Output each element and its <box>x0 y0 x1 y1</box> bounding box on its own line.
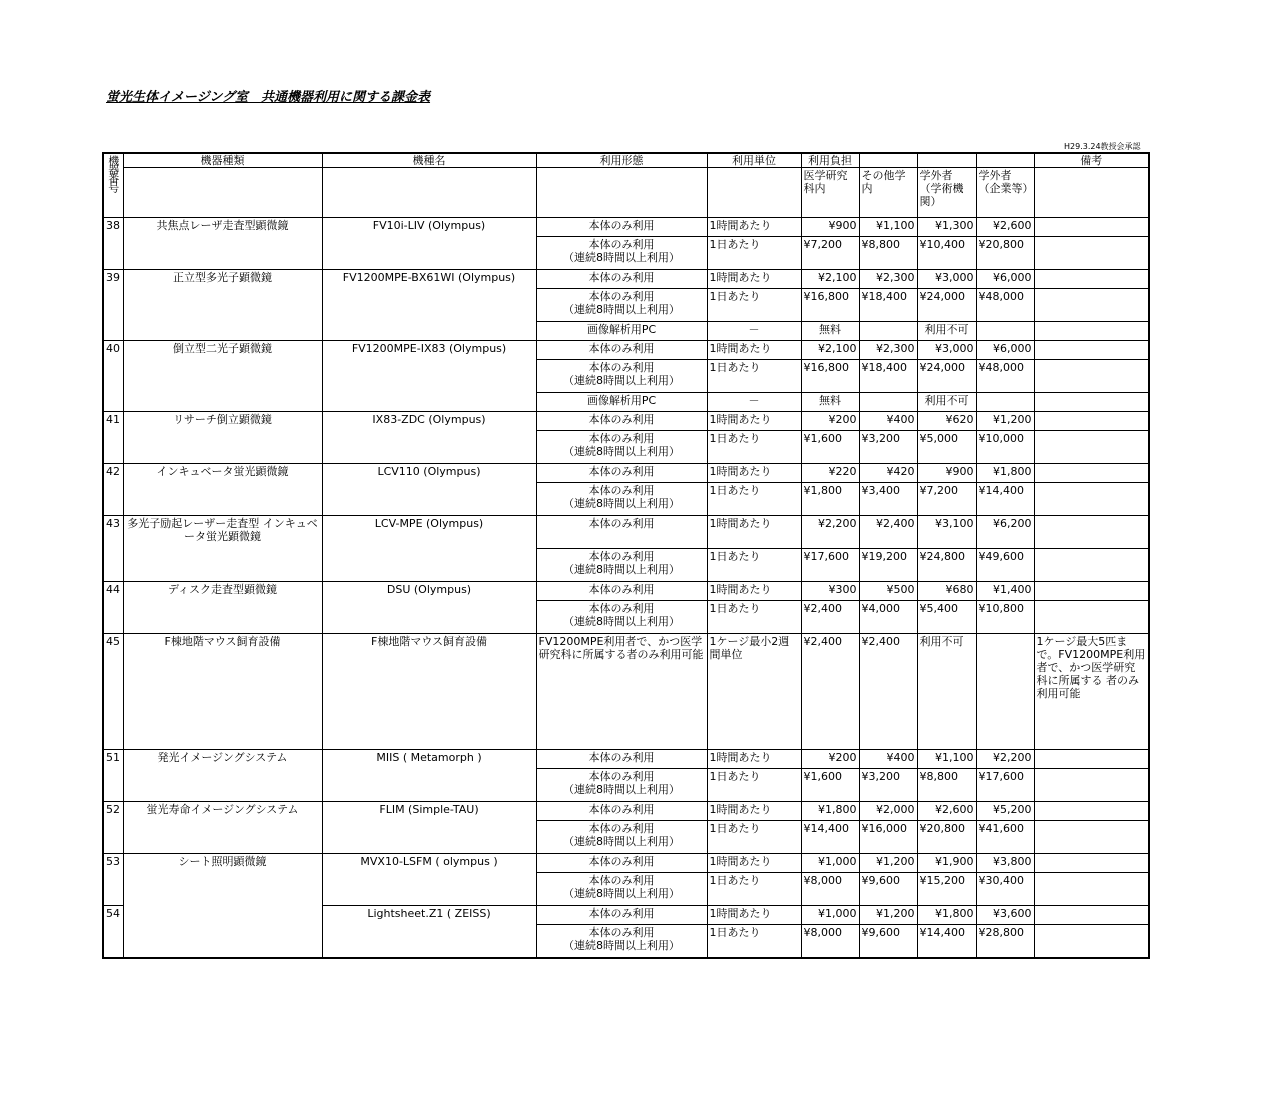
header-corp: 学外者（企業等） <box>976 168 1034 218</box>
usage-cell: 本体のみ利用 <box>536 218 707 237</box>
usage-cell: 本体のみ利用 （連続8時間以上利用） <box>536 483 707 516</box>
fee-cell: 利用不可 <box>917 634 976 750</box>
header-unit: 利用単位 <box>707 153 801 168</box>
notes-cell <box>1034 412 1149 431</box>
notes-cell <box>1034 341 1149 360</box>
fee-cell: ¥1,200 <box>859 906 917 925</box>
fee-cell: ¥2,400 <box>801 634 859 750</box>
fee-cell <box>859 393 917 412</box>
equipment-type: 倒立型二光子顕微鏡 <box>123 341 322 412</box>
table-row <box>103 270 1149 289</box>
unit-cell: 1日あたり <box>707 821 801 854</box>
header-notes: 備考 <box>1034 153 1149 168</box>
header-blank <box>322 168 536 218</box>
fee-cell: ¥14,400 <box>801 821 859 854</box>
fee-cell: ¥41,600 <box>976 821 1034 854</box>
fee-cell: ¥10,000 <box>976 431 1034 464</box>
fee-cell: ¥400 <box>859 750 917 769</box>
equipment-number: 51 <box>103 750 123 802</box>
fee-cell: ¥8,800 <box>859 237 917 270</box>
fee-cell: ¥16,000 <box>859 821 917 854</box>
fee-cell: ¥5,000 <box>917 431 976 464</box>
equipment-type: インキュベータ蛍光顕微鏡 <box>123 464 322 516</box>
fee-cell: ¥1,800 <box>976 464 1034 483</box>
equipment-model: Lightsheet.Z1 ( ZEISS) <box>322 906 536 959</box>
fee-cell: ¥14,400 <box>917 925 976 959</box>
usage-cell: 本体のみ利用 （連続8時間以上利用） <box>536 873 707 906</box>
fee-cell: ¥1,200 <box>976 412 1034 431</box>
fee-cell: ¥5,400 <box>917 601 976 634</box>
fee-cell: ¥17,600 <box>976 769 1034 802</box>
usage-cell: 本体のみ利用 <box>536 412 707 431</box>
unit-cell: 1日あたり <box>707 360 801 393</box>
unit-cell: 1時間あたり <box>707 582 801 601</box>
equipment-type: 多光子励起レーザー走査型 インキュベータ蛍光顕微鏡 <box>123 516 322 582</box>
fee-cell: ¥2,400 <box>859 634 917 750</box>
equipment-type: F棟地階マウス飼育設備 <box>123 634 322 750</box>
usage-cell: 本体のみ利用 （連続8時間以上利用） <box>536 769 707 802</box>
equipment-model: MVX10-LSFM ( olympus ) <box>322 854 536 906</box>
fee-cell: ¥420 <box>859 464 917 483</box>
table-row <box>103 516 1149 549</box>
fee-cell: ¥1,600 <box>801 769 859 802</box>
fee-cell: ¥1,800 <box>801 483 859 516</box>
fee-cell: ¥3,200 <box>859 769 917 802</box>
fee-cell: ¥24,000 <box>917 360 976 393</box>
table-row <box>103 802 1149 821</box>
fee-cell: ¥48,000 <box>976 360 1034 393</box>
approval-note: H29.3.24教授会承認 <box>1064 142 1141 151</box>
fee-cell: ¥16,800 <box>801 360 859 393</box>
unit-cell: － <box>707 393 801 412</box>
unit-cell: 1日あたり <box>707 873 801 906</box>
unit-cell: 1日あたり <box>707 483 801 516</box>
fee-cell: ¥17,600 <box>801 549 859 582</box>
header-blank <box>536 168 707 218</box>
fee-cell: ¥3,200 <box>859 431 917 464</box>
fee-cell: ¥19,200 <box>859 549 917 582</box>
fee-cell: ¥220 <box>801 464 859 483</box>
notes-cell <box>1034 464 1149 483</box>
notes-cell <box>1034 270 1149 289</box>
fee-cell: ¥900 <box>917 464 976 483</box>
notes-cell <box>1034 431 1149 464</box>
usage-cell: 本体のみ利用 <box>536 582 707 601</box>
table-row <box>103 341 1149 360</box>
fee-cell: ¥2,600 <box>917 802 976 821</box>
fee-table <box>102 152 1150 959</box>
fee-cell: ¥1,600 <box>801 431 859 464</box>
unit-cell: 1時間あたり <box>707 854 801 873</box>
fee-cell: 利用不可 <box>917 322 976 341</box>
notes-cell <box>1034 237 1149 270</box>
equipment-model: FLIM (Simple-TAU) <box>322 802 536 854</box>
fee-cell: ¥14,400 <box>976 483 1034 516</box>
table-row <box>103 412 1149 431</box>
unit-cell: 1時間あたり <box>707 412 801 431</box>
header-acad: 学外者（学術機関） <box>917 168 976 218</box>
fee-cell: ¥400 <box>859 412 917 431</box>
equipment-number: 42 <box>103 464 123 516</box>
equipment-number: 40 <box>103 341 123 412</box>
equipment-number: 45 <box>103 634 123 750</box>
table-row <box>103 168 1149 218</box>
fee-cell: ¥1,900 <box>917 854 976 873</box>
header-blank <box>707 168 801 218</box>
usage-cell: 本体のみ利用 （連続8時間以上利用） <box>536 237 707 270</box>
notes-cell <box>1034 322 1149 341</box>
notes-cell <box>1034 393 1149 412</box>
usage-cell: 本体のみ利用 <box>536 906 707 925</box>
usage-cell: 本体のみ利用 （連続8時間以上利用） <box>536 601 707 634</box>
fee-cell: ¥4,000 <box>859 601 917 634</box>
table-row <box>103 634 1149 750</box>
equipment-model: DSU (Olympus) <box>322 582 536 634</box>
header-model: 機種名 <box>322 153 536 168</box>
fee-cell: ¥1,000 <box>801 906 859 925</box>
header-type: 機器種類 <box>123 153 322 168</box>
fee-cell: ¥8,000 <box>801 925 859 959</box>
usage-cell: 本体のみ利用 <box>536 464 707 483</box>
equipment-number: 39 <box>103 270 123 341</box>
page-title: 蛍光生体イメージング室 共通機器利用に関する課金表 <box>106 90 431 105</box>
fee-cell: ¥24,800 <box>917 549 976 582</box>
header-blank <box>917 153 976 168</box>
notes-cell <box>1034 218 1149 237</box>
notes-cell <box>1034 821 1149 854</box>
notes-cell <box>1034 750 1149 769</box>
fee-cell: ¥3,100 <box>917 516 976 549</box>
fee-cell <box>859 322 917 341</box>
fee-cell: ¥9,600 <box>859 873 917 906</box>
fee-cell: ¥6,000 <box>976 270 1034 289</box>
usage-cell: 本体のみ利用 <box>536 750 707 769</box>
fee-cell: ¥200 <box>801 412 859 431</box>
fee-cell <box>976 322 1034 341</box>
equipment-number: 52 <box>103 802 123 854</box>
table-row <box>103 218 1149 237</box>
fee-cell: ¥7,200 <box>801 237 859 270</box>
equipment-type: 蛍光寿命イメージングシステム <box>123 802 322 854</box>
fee-cell: ¥49,600 <box>976 549 1034 582</box>
usage-cell: 画像解析用PC <box>536 393 707 412</box>
unit-cell: 1日あたり <box>707 601 801 634</box>
fee-cell: ¥9,600 <box>859 925 917 959</box>
notes-cell <box>1034 360 1149 393</box>
fee-cell: ¥10,800 <box>976 601 1034 634</box>
usage-cell: 本体のみ利用 （連続8時間以上利用） <box>536 821 707 854</box>
fee-cell: ¥48,000 <box>976 289 1034 322</box>
fee-cell: ¥20,800 <box>976 237 1034 270</box>
header-burden: 利用負担 <box>801 153 859 168</box>
fee-cell: ¥18,400 <box>859 289 917 322</box>
fee-cell: ¥500 <box>859 582 917 601</box>
usage-cell: 本体のみ利用 <box>536 802 707 821</box>
usage-cell: 本体のみ利用 <box>536 341 707 360</box>
usage-cell: 本体のみ利用 <box>536 270 707 289</box>
notes-cell <box>1034 483 1149 516</box>
notes-cell <box>1034 906 1149 925</box>
fee-cell: ¥1,000 <box>801 854 859 873</box>
fee-cell: ¥2,000 <box>859 802 917 821</box>
notes-cell <box>1034 516 1149 549</box>
fee-cell: ¥3,600 <box>976 906 1034 925</box>
fee-cell: ¥2,100 <box>801 341 859 360</box>
unit-cell: 1日あたり <box>707 549 801 582</box>
fee-cell: ¥16,800 <box>801 289 859 322</box>
notes-cell <box>1034 873 1149 906</box>
equipment-type: シート照明顕微鏡 <box>123 854 322 959</box>
equipment-model: LCV-MPE (Olympus) <box>322 516 536 582</box>
header-other: その他学内 <box>859 168 917 218</box>
fee-cell: ¥1,800 <box>801 802 859 821</box>
fee-cell: ¥1,200 <box>859 854 917 873</box>
header-blank <box>859 153 917 168</box>
equipment-model: F棟地階マウス飼育設備 <box>322 634 536 750</box>
unit-cell: 1時間あたり <box>707 270 801 289</box>
fee-cell: ¥10,400 <box>917 237 976 270</box>
fee-cell: 利用不可 <box>917 393 976 412</box>
fee-cell: ¥1,800 <box>917 906 976 925</box>
fee-cell: ¥5,200 <box>976 802 1034 821</box>
equipment-model: MIIS ( Metamorph ) <box>322 750 536 802</box>
unit-cell: 1時間あたり <box>707 516 801 549</box>
fee-cell: ¥28,800 <box>976 925 1034 959</box>
fee-cell: ¥2,600 <box>976 218 1034 237</box>
fee-cell: ¥300 <box>801 582 859 601</box>
equipment-type: 共焦点レーザ走査型顕微鏡 <box>123 218 322 270</box>
usage-cell: 本体のみ利用 <box>536 854 707 873</box>
equipment-type: ディスク走査型顕微鏡 <box>123 582 322 634</box>
equipment-model: FV1200MPE-BX61WI (Olympus) <box>322 270 536 341</box>
fee-cell: ¥2,200 <box>801 516 859 549</box>
header-no-label: 機器番号 <box>106 155 120 191</box>
equipment-type: 発光イメージングシステム <box>123 750 322 802</box>
header-no <box>103 153 123 218</box>
fee-cell: ¥6,000 <box>976 341 1034 360</box>
fee-cell: ¥900 <box>801 218 859 237</box>
fee-cell: ¥8,000 <box>801 873 859 906</box>
equipment-type: リサーチ倒立顕微鏡 <box>123 412 322 464</box>
equipment-model: FV1200MPE-IX83 (Olympus) <box>322 341 536 412</box>
equipment-number: 53 <box>103 854 123 906</box>
fee-cell: ¥18,400 <box>859 360 917 393</box>
table-row <box>103 153 1149 168</box>
notes-cell <box>1034 769 1149 802</box>
fee-cell: ¥620 <box>917 412 976 431</box>
unit-cell: 1時間あたり <box>707 218 801 237</box>
notes-cell <box>1034 854 1149 873</box>
unit-cell: 1時間あたり <box>707 341 801 360</box>
unit-cell: 1日あたり <box>707 431 801 464</box>
equipment-model: FV10i-LIV (Olympus) <box>322 218 536 270</box>
usage-cell: 本体のみ利用 （連続8時間以上利用） <box>536 431 707 464</box>
fee-cell: ¥1,400 <box>976 582 1034 601</box>
fee-cell: ¥6,200 <box>976 516 1034 549</box>
header-usage: 利用形態 <box>536 153 707 168</box>
header-blank <box>976 153 1034 168</box>
table-row <box>103 582 1149 601</box>
usage-cell: 本体のみ利用 （連続8時間以上利用） <box>536 360 707 393</box>
unit-cell: 1ケージ最小2週間単位 <box>707 634 801 750</box>
equipment-model: LCV110 (Olympus) <box>322 464 536 516</box>
fee-cell: ¥2,100 <box>801 270 859 289</box>
table-row <box>103 464 1149 483</box>
unit-cell: 1日あたり <box>707 769 801 802</box>
fee-cell: ¥3,800 <box>976 854 1034 873</box>
fee-cell: ¥3,400 <box>859 483 917 516</box>
fee-cell: ¥2,300 <box>859 341 917 360</box>
header-blank <box>1034 168 1149 218</box>
unit-cell: 1時間あたり <box>707 464 801 483</box>
usage-cell: 本体のみ利用 <box>536 516 707 549</box>
usage-cell: 本体のみ利用 （連続8時間以上利用） <box>536 289 707 322</box>
fee-cell: ¥1,300 <box>917 218 976 237</box>
unit-cell: 1時間あたり <box>707 802 801 821</box>
equipment-number: 54 <box>103 906 123 959</box>
fee-cell: ¥8,800 <box>917 769 976 802</box>
usage-cell: FV1200MPE利用者で、かつ医学研究科に所属する者のみ利用可能 <box>536 634 707 750</box>
fee-cell: ¥3,000 <box>917 270 976 289</box>
unit-cell: 1日あたり <box>707 925 801 959</box>
equipment-number: 41 <box>103 412 123 464</box>
fee-cell: ¥15,200 <box>917 873 976 906</box>
notes-cell <box>1034 802 1149 821</box>
fee-cell: ¥20,800 <box>917 821 976 854</box>
fee-cell: 無料 <box>801 393 859 412</box>
fee-cell: ¥1,100 <box>859 218 917 237</box>
unit-cell: 1時間あたり <box>707 750 801 769</box>
usage-cell: 本体のみ利用 （連続8時間以上利用） <box>536 925 707 959</box>
fee-cell: ¥24,000 <box>917 289 976 322</box>
fee-cell: ¥2,200 <box>976 750 1034 769</box>
header-med: 医学研究科内 <box>801 168 859 218</box>
fee-cell: ¥2,400 <box>859 516 917 549</box>
equipment-type: 正立型多光子顕微鏡 <box>123 270 322 341</box>
unit-cell: 1日あたり <box>707 289 801 322</box>
fee-cell: ¥2,400 <box>801 601 859 634</box>
notes-cell <box>1034 925 1149 959</box>
unit-cell: 1時間あたり <box>707 906 801 925</box>
notes-cell <box>1034 582 1149 601</box>
fee-cell <box>976 393 1034 412</box>
fee-cell: ¥200 <box>801 750 859 769</box>
equipment-number: 43 <box>103 516 123 582</box>
header-blank <box>123 168 322 218</box>
table-row <box>103 854 1149 873</box>
notes-cell: 1ケージ最大5匹まで。FV1200MPE利用者で、かつ医学研究科に所属する 者のみ利用可能 <box>1034 634 1149 750</box>
fee-cell: ¥2,300 <box>859 270 917 289</box>
equipment-model: IX83-ZDC (Olympus) <box>322 412 536 464</box>
fee-cell <box>976 634 1034 750</box>
fee-cell: 無料 <box>801 322 859 341</box>
fee-cell: ¥1,100 <box>917 750 976 769</box>
notes-cell <box>1034 549 1149 582</box>
notes-cell <box>1034 289 1149 322</box>
unit-cell: － <box>707 322 801 341</box>
equipment-number: 44 <box>103 582 123 634</box>
notes-cell <box>1034 601 1149 634</box>
fee-cell: ¥680 <box>917 582 976 601</box>
table-row <box>103 750 1149 769</box>
unit-cell: 1日あたり <box>707 237 801 270</box>
usage-cell: 画像解析用PC <box>536 322 707 341</box>
fee-cell: ¥7,200 <box>917 483 976 516</box>
fee-cell: ¥30,400 <box>976 873 1034 906</box>
fee-cell: ¥3,000 <box>917 341 976 360</box>
equipment-number: 38 <box>103 218 123 270</box>
usage-cell: 本体のみ利用 （連続8時間以上利用） <box>536 549 707 582</box>
